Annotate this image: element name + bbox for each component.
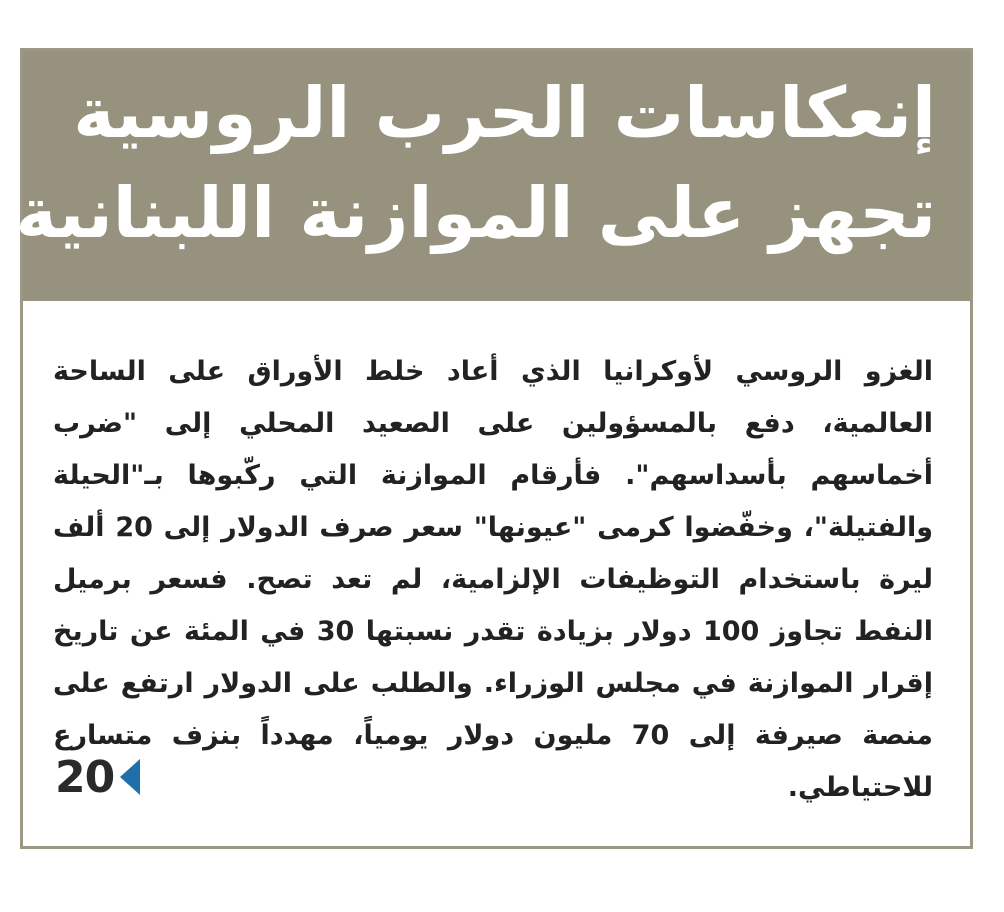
- article-card: [15, 48, 973, 849]
- page-number: 20: [55, 751, 115, 803]
- page-reference[interactable]: [55, 751, 140, 803]
- article-body: الغزو الروسي لأوكرانيا الذي أعاد خلط الأوراق على الساحة العالمية، دفع بالمسؤولين على الصعيد المحلي إلى "ضرب أخماسهم بأسداسهم". فأرقام الموازنة التي ركّبوها بـ"الحيلة والفتيلة"، وخفّضوا كرمى "عيونها" سعر صرف الدولار إلى 20 ألف ليرة باستخدام التوظيفات الإلزامية، لم تعد تصح. فسعر برميل النفط تجاوز 100 دولار بزيادة تقدر نسبتها 30 في المئة عن تاريخ إقرار الموازنة في مجلس الوزراء. والطلب على الدولار ارتفع على منصة صيرفة إلى 70 مليون دولار يومياً، مهدداً بنزف متسارع للاحتياطي.: [53, 356, 933, 803]
- arrow-left-icon: [120, 759, 140, 795]
- headline-line-2: تجهز على الموازنة اللبنانية: [15, 172, 936, 254]
- headline-line-1: إنعكاسات الحرب الروسية: [73, 72, 936, 154]
- headline-banner: [15, 51, 970, 301]
